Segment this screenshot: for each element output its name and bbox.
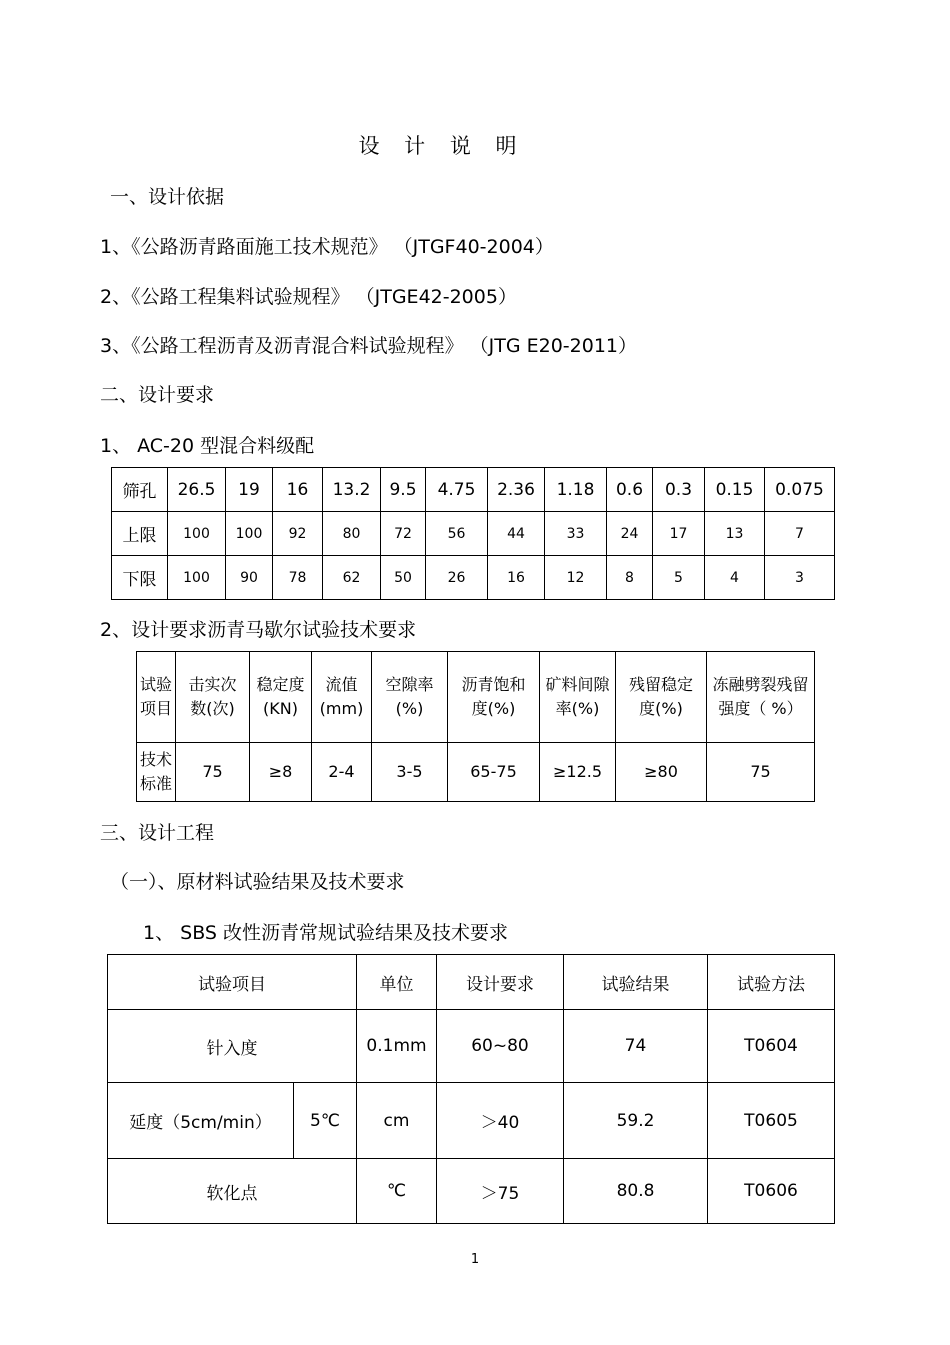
upper-cell: 33 [545,512,607,556]
lower-cell: 100 [168,556,226,600]
upper-label: 上限 [112,512,168,556]
marshall-header: 空隙率(%) [372,652,448,743]
marshall-header: 冻融劈裂残留强度（ %） [707,652,815,743]
lower-cell: 50 [381,556,426,600]
sbs-method: T0605 [708,1083,835,1159]
sbs-req: ＞40 [437,1083,564,1159]
marshall-table [136,651,815,802]
sbs-method: T0606 [708,1159,835,1224]
lower-row [112,556,835,600]
sbs-header-row [108,955,835,1010]
section-heading-engineering: 三、设计工程 [100,822,215,844]
marshall-value: 75 [707,743,815,802]
page-title: 设 计 说 明 [358,134,526,158]
upper-cell: 100 [226,512,273,556]
sieve-cell: 0.15 [705,468,765,512]
sieve-cell: 16 [273,468,323,512]
lower-cell: 62 [323,556,381,600]
sieve-cell: 0.3 [653,468,705,512]
upper-cell: 44 [488,512,545,556]
sieve-label: 筛孔 [112,468,168,512]
gradation-table [111,467,835,600]
sbs-header: 试验结果 [564,955,708,1010]
upper-cell: 56 [426,512,488,556]
sieve-cell: 19 [226,468,273,512]
marshall-header-row [137,652,815,743]
marshall-header: 矿料间隙率(%) [540,652,616,743]
marshall-value: 3-5 [372,743,448,802]
marshall-value: ≥12.5 [540,743,616,802]
sieve-cell: 4.75 [426,468,488,512]
upper-cell: 92 [273,512,323,556]
sieve-cell: 26.5 [168,468,226,512]
sbs-header: 单位 [357,955,437,1010]
marshall-value: 65-75 [448,743,540,802]
sbs-item: 针入度 [108,1010,357,1083]
lower-cell: 90 [226,556,273,600]
lower-label: 下限 [112,556,168,600]
lower-cell: 78 [273,556,323,600]
sbs-result: 80.8 [564,1159,708,1224]
upper-cell: 24 [607,512,653,556]
sbs-unit: cm [357,1083,437,1159]
lower-cell: 4 [705,556,765,600]
upper-cell: 13 [705,512,765,556]
sbs-table [107,954,835,1224]
reference-2: 2、《公路工程集料试验规程》 （JTGE42-2005） [100,286,517,308]
table-row [108,1083,835,1159]
marshall-value: ≥80 [616,743,707,802]
sbs-method: T0604 [708,1010,835,1083]
upper-row [112,512,835,556]
page-number: 1 [470,1252,480,1267]
sbs-req: ＞75 [437,1159,564,1224]
marshall-value: ≥8 [250,743,312,802]
section-heading-requirements: 二、设计要求 [100,384,215,406]
lower-cell: 26 [426,556,488,600]
sieve-cell: 2.36 [488,468,545,512]
table-row [108,1159,835,1224]
table-row [108,1010,835,1083]
lower-cell: 5 [653,556,705,600]
sieve-row [112,468,835,512]
sbs-item: 软化点 [108,1159,357,1224]
marshall-header: 击实次数(次) [176,652,250,743]
lower-cell: 16 [488,556,545,600]
marshall-value: 75 [176,743,250,802]
sbs-header: 试验项目 [108,955,357,1010]
sieve-cell: 1.18 [545,468,607,512]
sbs-item: 延度（5cm/min） [108,1083,294,1159]
tech-standard-label: 技术标准 [137,743,176,802]
sbs-unit: 0.1mm [357,1010,437,1083]
marshall-value: 2-4 [312,743,372,802]
upper-cell: 7 [765,512,835,556]
sbs-req: 60~80 [437,1010,564,1083]
lower-cell: 3 [765,556,835,600]
sbs-result: 59.2 [564,1083,708,1159]
sieve-cell: 0.6 [607,468,653,512]
upper-cell: 100 [168,512,226,556]
marshall-value-row [137,743,815,802]
upper-cell: 17 [653,512,705,556]
lower-cell: 12 [545,556,607,600]
gradation-title: 1、 AC-20 型混合料级配 [100,435,315,457]
sbs-header: 试验方法 [708,955,835,1010]
sbs-title: 1、 SBS 改性沥青常规试验结果及技术要求 [143,922,508,944]
upper-cell: 80 [323,512,381,556]
marshall-header: 沥青饱和度(%) [448,652,540,743]
marshall-header: 残留稳定度(%) [616,652,707,743]
raw-materials-heading: （一）、原材料试验结果及技术要求 [110,871,405,893]
marshall-header: 流值(mm) [312,652,372,743]
sbs-result: 74 [564,1010,708,1083]
sieve-cell: 0.075 [765,468,835,512]
sbs-unit: ℃ [357,1159,437,1224]
upper-cell: 72 [381,512,426,556]
reference-1: 1、《公路沥青路面施工技术规范》 （JTGF40-2004） [100,236,554,258]
sieve-cell: 9.5 [381,468,426,512]
section-heading-basis: 一、设计依据 [110,186,225,208]
reference-3: 3、《公路工程沥青及沥青混合料试验规程》 （JTG E20-2011） [100,335,637,357]
marshall-header: 稳定度(KN) [250,652,312,743]
sieve-cell: 13.2 [323,468,381,512]
sbs-temp: 5℃ [294,1083,357,1159]
marshall-title: 2、设计要求沥青马歇尔试验技术要求 [100,619,417,641]
sbs-header: 设计要求 [437,955,564,1010]
test-item-label: 试验项目 [137,652,176,743]
lower-cell: 8 [607,556,653,600]
